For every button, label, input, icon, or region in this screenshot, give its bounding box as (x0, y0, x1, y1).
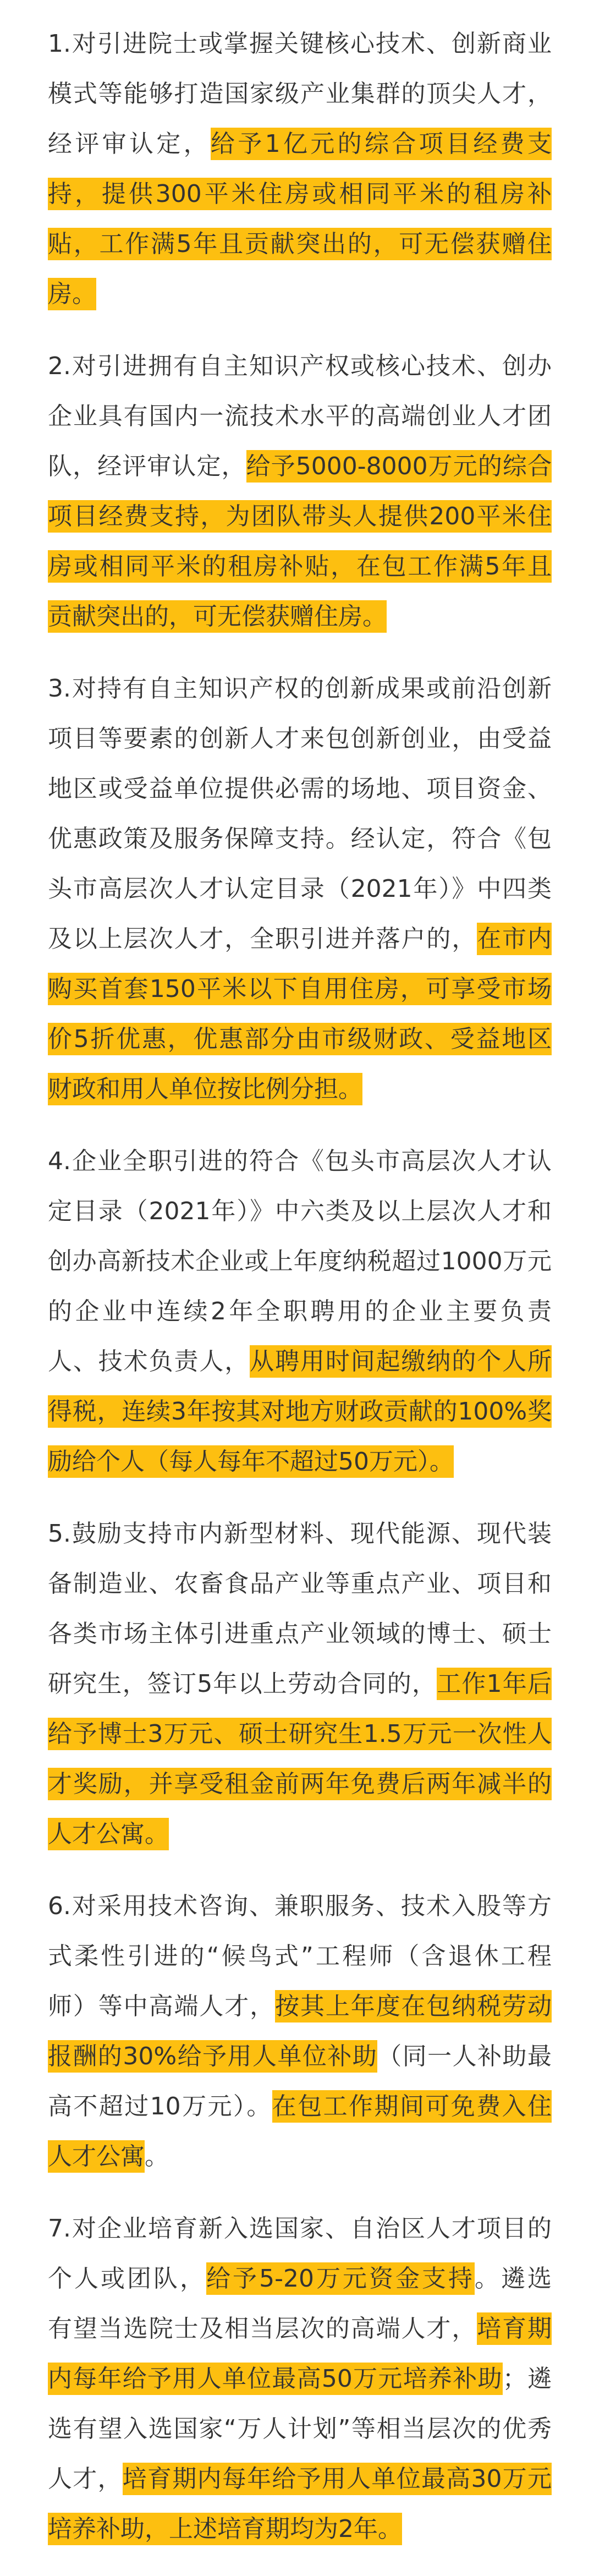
body-text: 各类市场主体引进重点产业领域的博士、硕士 (48, 1620, 552, 1648)
text-line (48, 1981, 552, 2031)
body-text: 1.对引进院士或掌握关键核心技术、创新商业 (48, 30, 552, 58)
body-text: 5.鼓励支持市内新型材料、现代能源、现代装 (48, 1520, 552, 1548)
highlighted-text: 内每年给予用人单位最高50万元培养补助 (48, 2363, 503, 2395)
body-text: 式柔性引进的“候鸟式”工程师（含退休工程 (48, 1942, 552, 1970)
highlighted-text: 给予1亿元的综合项目经费支 (211, 128, 552, 160)
body-text: 创办高新技术企业或上年度纳税超过1000万元 (48, 1247, 552, 1275)
highlighted-text: 励给个人（每人每年不超过50万元）。 (48, 1445, 454, 1478)
text-line (48, 1386, 552, 1437)
text-line (48, 1336, 552, 1386)
body-text: 6.对采用技术咨询、兼职服务、技术入股等方 (48, 1892, 552, 1920)
text-line (48, 1809, 552, 1859)
highlighted-text: 持，提供300平米住房或相同平米的租房补 (48, 178, 552, 210)
policy-item-6 (48, 1881, 552, 2182)
text-line (48, 591, 552, 642)
text-line (48, 1609, 552, 1659)
body-text: 定目录（2021年）》中六类及以上层次人才和 (48, 1197, 552, 1225)
highlighted-text: 人才公寓。 (48, 1818, 169, 1850)
text-line (48, 2204, 552, 2254)
text-line (48, 441, 552, 491)
highlighted-text: 培育期 (477, 2312, 552, 2345)
text-line (48, 1881, 552, 1931)
text-line (48, 2404, 552, 2454)
text-line (48, 1186, 552, 1236)
text-line (48, 1014, 552, 1064)
text-line (48, 664, 552, 714)
text-line (48, 219, 552, 269)
text-line (48, 19, 552, 69)
highlighted-text: 人才公寓 (48, 2140, 145, 2173)
body-text: 个人或团队， (48, 2265, 207, 2293)
text-line (48, 2454, 552, 2504)
body-text: 有望当选院士及相当层次的高端人才， (48, 2315, 477, 2343)
text-line (48, 2031, 552, 2081)
highlighted-text: 从聘用时间起缴纳的个人所 (250, 1345, 552, 1378)
text-line (48, 1759, 552, 1809)
text-line (48, 2304, 552, 2354)
text-line (48, 341, 552, 391)
text-line (48, 391, 552, 441)
text-line (48, 914, 552, 964)
highlighted-text: 培养补助，上述培育期均为2年。 (48, 2513, 402, 2545)
policy-item-4 (48, 1136, 552, 1487)
text-line (48, 69, 552, 119)
text-line (48, 1286, 552, 1336)
text-line (48, 1437, 552, 1487)
highlighted-text: 给予5000-8000万元的综合 (246, 450, 552, 483)
body-text: ；遴 (502, 2365, 552, 2393)
body-text: 企业具有国内一流技术水平的高端创业人才团 (48, 402, 552, 430)
policy-item-7 (48, 2204, 552, 2554)
body-text: （同一人补助最 (377, 2042, 552, 2070)
text-line (48, 1559, 552, 1609)
text-line (48, 2504, 552, 2554)
body-text: 及以上层次人才，全职引进并落户的， (48, 925, 477, 953)
body-text: 选有望入选国家“万人计划”等相当层次的优秀 (48, 2415, 552, 2443)
body-text: 。 (145, 2142, 169, 2171)
body-text: 模式等能够打造国家级产业集群的顶尖人才， (48, 80, 552, 108)
highlighted-text: 才奖励，并享受租金前两年免费后两年减半的 (48, 1768, 552, 1800)
text-line (48, 2131, 552, 2182)
text-line (48, 1509, 552, 1559)
body-text: 人、技术负责人， (48, 1347, 250, 1375)
highlighted-text: 项目经费支持，为团队带头人提供200平米住 (48, 500, 552, 533)
text-line (48, 764, 552, 814)
body-text: 地区或受益单位提供必需的场地、项目资金、 (48, 775, 552, 803)
text-line (48, 1236, 552, 1286)
highlighted-text: 财政和用人单位按比例分担。 (48, 1073, 362, 1105)
highlighted-text: 工作1年后 (437, 1668, 552, 1700)
body-text: 。遴选 (475, 2265, 552, 2293)
highlighted-text: 房或相同平米的租房补贴，在包工作满5年且 (48, 550, 552, 583)
text-line (48, 491, 552, 541)
body-text: 7.对企业培育新入选国家、自治区人才项目的 (48, 2215, 552, 2243)
body-text: 优惠政策及服务保障支持。经认定，符合《包 (48, 825, 552, 853)
body-text: 头市高层次人才认定目录（2021年）》中四类 (48, 875, 552, 903)
text-line (48, 1064, 552, 1114)
text-line (48, 1136, 552, 1186)
text-line (48, 2081, 552, 2131)
highlighted-text: 贡献突出的，可无偿获赠住房。 (48, 600, 387, 633)
body-text: 项目等要素的创新人才来包创新创业，由受益 (48, 725, 552, 753)
text-line (48, 541, 552, 591)
highlighted-text: 给予5-20万元资金支持 (206, 2262, 475, 2295)
body-text: 的企业中连续2年全职聘用的企业主要负责 (48, 1297, 552, 1325)
body-text: 备制造业、农畜食品产业等重点产业、项目和 (48, 1570, 552, 1598)
policy-document (48, 19, 552, 2576)
highlighted-text: 贴，工作满5年且贡献突出的，可无偿获赠住 (48, 228, 552, 260)
policy-item-5 (48, 1509, 552, 1859)
text-line (48, 964, 552, 1014)
text-line (48, 814, 552, 864)
text-line (48, 2354, 552, 2404)
highlighted-text: 培育期内每年给予用人单位最高30万元 (123, 2463, 552, 2495)
highlighted-text: 按其上年度在包纳税劳动 (275, 1990, 552, 2023)
text-line (48, 864, 552, 914)
highlighted-text: 房。 (48, 278, 96, 310)
text-line (48, 2254, 552, 2304)
highlighted-text: 价5折优惠，优惠部分由市级财政、受益地区 (48, 1023, 552, 1055)
text-line (48, 269, 552, 319)
body-text: 4.企业全职引进的符合《包头市高层次人才认 (48, 1147, 552, 1175)
body-text: 高不超过10万元）。 (48, 2092, 272, 2120)
highlighted-text: 在市内 (477, 923, 552, 955)
text-line (48, 1931, 552, 1981)
body-text: 2.对引进拥有自主知识产权或核心技术、创办 (48, 352, 552, 380)
body-text: 师）等中高端人才， (48, 1992, 276, 2020)
body-text: 经评审认定， (48, 130, 211, 158)
body-text: 队，经评审认定， (48, 452, 246, 480)
text-line (48, 169, 552, 219)
text-line (48, 1659, 552, 1709)
highlighted-text: 在包工作期间可免费入住 (272, 2090, 552, 2123)
policy-item-3 (48, 664, 552, 1114)
text-line (48, 1709, 552, 1759)
highlighted-text: 得税，连续3年按其对地方财政贡献的100%奖 (48, 1395, 552, 1428)
text-line (48, 119, 552, 169)
policy-item-1 (48, 19, 552, 319)
highlighted-text: 购买首套150平米以下自用住房，可享受市场 (48, 973, 552, 1005)
policy-item-2 (48, 341, 552, 642)
text-line (48, 714, 552, 764)
body-text: 3.对持有自主知识产权的创新成果或前沿创新 (48, 675, 552, 703)
highlighted-text: 给予博士3万元、硕士研究生1.5万元一次性人 (48, 1718, 552, 1750)
body-text: 研究生，签订5年以上劳动合同的， (48, 1670, 437, 1698)
highlighted-text: 报酬的30%给予用人单位补助 (48, 2040, 377, 2073)
body-text: 人才， (48, 2465, 123, 2493)
